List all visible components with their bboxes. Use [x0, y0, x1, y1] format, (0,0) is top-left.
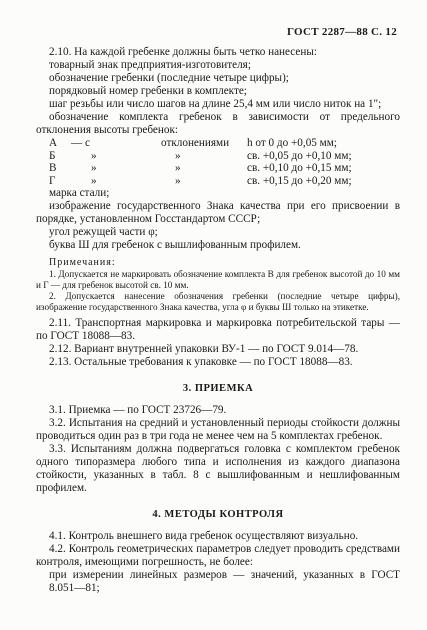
- deviation-row: Б » » св. +0,05 до +0,10 мм;: [49, 149, 352, 162]
- clause-4-1: 4.1. Контроль внешнего вида гребенок осуществляют визуально.: [49, 530, 359, 542]
- note-item: 1. Допускается не маркировать обозначение комплекта В для гребенок высотой до 10 мм и Г — для гребенок высотой св. 10 мм.: [36, 269, 400, 290]
- clause-3-2: 3.2. Испытания на средний и установленный периоды стойкости должны проводиться один раз в три года не менее чем на 5 комплектах гребенок.: [36, 417, 400, 442]
- clause-4-2-item: при измерении линейных размеров — значений, указанных в ГОСТ 8.051—81;: [49, 569, 400, 594]
- deviation-row: В » » св. +0,10 до +0,15 мм;: [49, 162, 352, 174]
- marking-item: буква Ш для гребенок с вышлифованным профилем.: [49, 239, 301, 251]
- marking-item: угол режущей части φ;: [49, 226, 158, 238]
- deviation-row: А — с отклонениями h от 0 до +0,05 мм;: [49, 137, 337, 149]
- document-body: [36, 46, 400, 595]
- clause-2-12: 2.12. Вариант внутренней упаковки ВУ-1 — по ГОСТ 9.014—78.: [49, 343, 359, 355]
- marking-item: порядковый номер гребенки в комплекте;: [49, 85, 247, 97]
- clause-4-2: 4.2. Контроль геометрических параметров следует проводить средствами контроля, имеющими погрешность, не более:: [36, 543, 400, 568]
- section-3-heading: 3. ПРИЕМКА: [182, 383, 254, 394]
- clause-2-11: 2.11. Транспортная маркировка и маркировка потребительской тары — по ГОСТ 18088—83.: [36, 317, 400, 342]
- clause-2-10-title: 2.10. На каждой гребенке должны быть четко нанесены:: [49, 46, 317, 58]
- note-item: 2. Допускается нанесение обозначения гребенки (последние четыре цифры), изображение государственного Знака качества, угла φ и буквы Ш только на этикетке.: [36, 291, 400, 312]
- marking-item: обозначение комплекта гребенок в зависимости от предельного отклонения высоты гребенок:: [36, 111, 400, 136]
- marking-item: товарный знак предприятия-изготовителя;: [49, 59, 251, 71]
- deviation-table: [49, 137, 352, 187]
- marking-item: обозначение гребенки (последние четыре цифры);: [49, 72, 289, 84]
- section-4-heading: 4. МЕТОДЫ КОНТРОЛЯ: [152, 509, 284, 520]
- marking-item: шаг резьбы или число шагов на длине 25,4 мм или число ниток на 1";: [49, 98, 382, 110]
- notes-title: Примечания:: [49, 257, 116, 268]
- marking-item: изображение государственного Знака качества при его присвоении в порядке, установленном Госстандартом СССР;: [36, 200, 400, 225]
- clause-2-13: 2.13. Остальные требования к упаковке — по ГОСТ 18088—83.: [49, 356, 353, 368]
- clause-3-3: 3.3. Испытаниям должна подвергаться головка с комплектом гребенок одного типоразмера любого типа и исполнения из каждого диапазона стойкости, указанных в табл. 8 с вышлифованным и нешлифованным профилем.: [36, 443, 400, 494]
- marking-item: марка стали;: [49, 187, 110, 199]
- page-header: ГОСТ 2287—88 С. 12: [286, 26, 397, 38]
- clause-3-1: 3.1. Приемка — по ГОСТ 23726—79.: [49, 404, 227, 416]
- deviation-row: Г » » св. +0,15 до +0,20 мм;: [49, 174, 352, 187]
